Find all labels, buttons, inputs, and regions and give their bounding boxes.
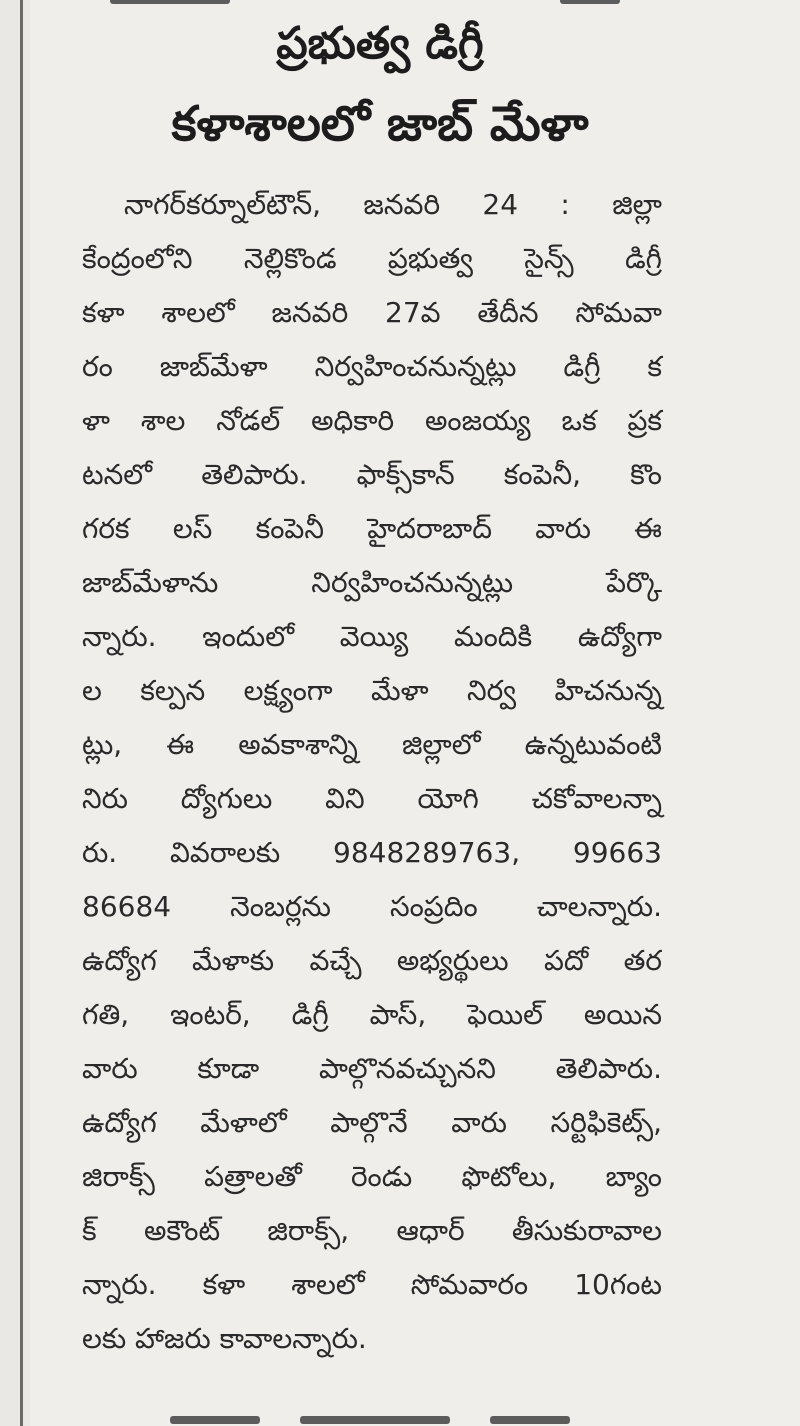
body-line: జాబ్‌మేళాను నిర్వహించనున్నట్లు పేర్కొ — [82, 566, 662, 599]
body-line: క్ అకౌంట్ జిరాక్స్, ఆధార్ తీసుకురావాల — [82, 1214, 662, 1247]
body-line: ళా శాల నోడల్ అధికారి అంజయ్య ఒక ప్రక — [82, 404, 662, 437]
body-line: కళా శాలలో జనవరి 27వ తేదీన సోమవా — [82, 296, 662, 329]
previous-article-fragment — [560, 0, 620, 4]
article-body — [82, 178, 662, 1366]
body-line: నాగర్‌కర్నూల్‌టౌన్, జనవరి 24 : జిల్లా — [124, 188, 662, 221]
body-line: రు. వివరాలకు 9848289763, 99663 — [82, 836, 662, 869]
headline-line-1: ప్రభుత్వ డిగ్రీ — [276, 18, 484, 69]
body-line: ట్లు, ఈ అవకాశాన్ని జిల్లాలో ఉన్నటువంటి — [82, 728, 662, 761]
body-line: ల కల్పన లక్ష్యంగా మేళా నిర్వ హిచనున్న — [82, 674, 662, 707]
next-article-fragment — [300, 1416, 450, 1424]
body-line: గతి, ఇంటర్, డిగ్రీ పాస్, ఫెయిల్ అయిన — [82, 998, 662, 1031]
body-line: గరక లస్ కంపెనీ హైదరాబాద్ వారు ఈ — [82, 512, 662, 545]
body-line: రం జాబ్‌మేళా నిర్వహించనున్నట్లు డిగ్రీ క — [82, 350, 662, 383]
body-line: న్నారు. ఇందులో వెయ్యి మందికి ఉద్యోగా — [82, 620, 662, 653]
body-line: ఉద్యోగ మేళాలో పాల్గొనే వారు సర్టిఫికెట్స్, — [82, 1106, 662, 1139]
body-line: టనలో తెలిపారు. ఫాక్స్‌కాన్ కంపెనీ, కొం — [82, 458, 662, 491]
body-line: లకు హాజరు కావాలన్నారు. — [82, 1322, 367, 1355]
column-rule — [20, 0, 23, 1426]
body-line: నిరు ద్యోగులు విని యోగి చకోవాలన్నా — [82, 782, 662, 815]
next-article-fragment — [490, 1416, 570, 1424]
next-article-fragment — [170, 1416, 260, 1424]
body-line: వారు కూడా పాల్గొనవచ్చునని తెలిపారు. — [82, 1052, 662, 1085]
body-line: కేంద్రంలోని నెల్లికొండ ప్రభుత్వ సైన్స్ డిగ్రీ — [82, 242, 662, 275]
body-line: ఉద్యోగ మేళాకు వచ్చే అభ్యర్థులు పదో తర — [82, 944, 662, 977]
body-line: జిరాక్స్ పత్రాలతో రెండు ఫొటోలు, బ్యాం — [82, 1160, 662, 1193]
previous-article-fragment — [110, 0, 230, 4]
headline-line-2: కళాశాలలో జాబ్ మేళా — [171, 96, 589, 152]
body-line: 86684 నెంబర్లను సంప్రదిం చాలన్నారు. — [82, 890, 662, 923]
body-line: న్నారు. కళా శాలలో సోమవారం 10గంట — [82, 1268, 662, 1301]
